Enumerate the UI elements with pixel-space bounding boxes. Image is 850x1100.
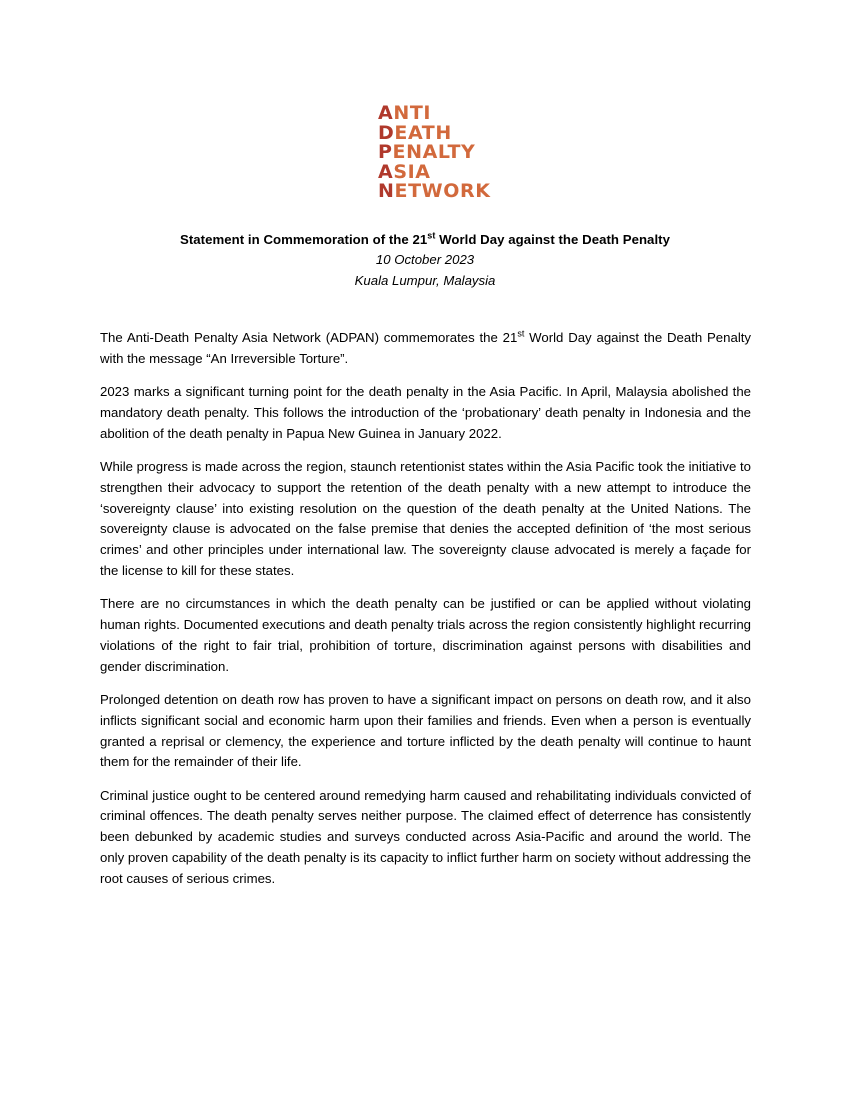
logo-initial-a: A: [378, 102, 394, 124]
logo-initial-p: P: [378, 141, 393, 163]
logo-rest-eath: EATH: [394, 121, 452, 144]
title-block: [100, 230, 750, 291]
page-title: [100, 230, 750, 249]
paragraph-1: [100, 328, 751, 370]
logo-rest-enalty: ENALTY: [392, 141, 476, 163]
paragraph-6: Criminal justice ought to be centered around remedying harm caused and rehabilitating individuals convicted of criminal offences. The death penalty serves neither purpose. The claimed effect of deterrence has consistently been debunked by academic studies and surveys conducted across Asia-Pacific and around the world. The only proven capability of the death penalty is its capacity to inflict further harm on society without addressing the root causes of serious crimes.: [100, 787, 751, 886]
logo-initial-n: N: [378, 180, 395, 202]
paragraph-1-after: World Day against the Death Penalty with the message “An Irreversible Torture”.: [100, 330, 752, 366]
paragraph-3: While progress is made across the region, staunch retentionist states within the Asia Pacific took the initiative to strengthen their advocacy to support the retention of the death penalty with a new attempt to introduce the ‘sovereignty clause’ into existing resolution on the question of the death penalty at the United Nations. The sovereignty clause is advocated on the false premise that denies the accepted definition of ‘the most serious crimes’ and other principles under international law. The sovereignty clause advocated is merely a façade for the license to kill for these states.: [100, 458, 751, 578]
logo-initial-a2: A: [378, 160, 394, 183]
logo-rest-nti: NTI: [393, 102, 432, 124]
paragraph-5: Prolonged detention on death row has proven to have a significant impact on persons on death row, and it also inflicts significant social and economic harm upon their families and friends. Even when a person is eventually granted a reprisal or clemency, the experience and torture inflicted by the death penalty will continue to haunt them for the remainder of their life.: [100, 691, 751, 770]
page-title-text-after: World Day against the Death Penalty: [435, 232, 670, 247]
document-location: Kuala Lumpur, Malaysia: [354, 273, 496, 288]
paragraph-1-before: The Anti-Death Penalty Asia Network (ADPAN) commemorates the 21: [100, 330, 518, 345]
logo-rest-sia: SIA: [393, 160, 431, 183]
logo-initial-d: D: [378, 121, 395, 144]
page-title-ordinal-suffix: st: [427, 230, 436, 241]
page-title-text-before: Statement in Commemoration of the 21: [180, 232, 428, 247]
logo-line-network: [378, 182, 498, 202]
document-date: 10 October 2023: [375, 252, 475, 267]
paragraph-2: 2023 marks a significant turning point for the death penalty in the Asia Pacific. In April, Malaysia abolished the mandatory death penalty. This follows the introduction of the ‘probationary’ death penalty in Indonesia and the abolition of the death penalty in Papua New Guinea in January 2022.: [100, 384, 751, 441]
paragraph-1-ordinal-suffix: st: [517, 328, 525, 339]
document-body: [100, 328, 751, 890]
logo-rest-etwork: ETWORK: [394, 180, 491, 202]
paragraph-4: There are no circumstances in which the death penalty can be justified or can be applied without violating human rights. Documented executions and death penalty trials across the region consistently highlight recurring violations of the right to fair trial, prohibition of torture, discrimination against persons with disabilities and gender discrimination.: [100, 596, 751, 674]
adpan-logo: [378, 104, 498, 202]
